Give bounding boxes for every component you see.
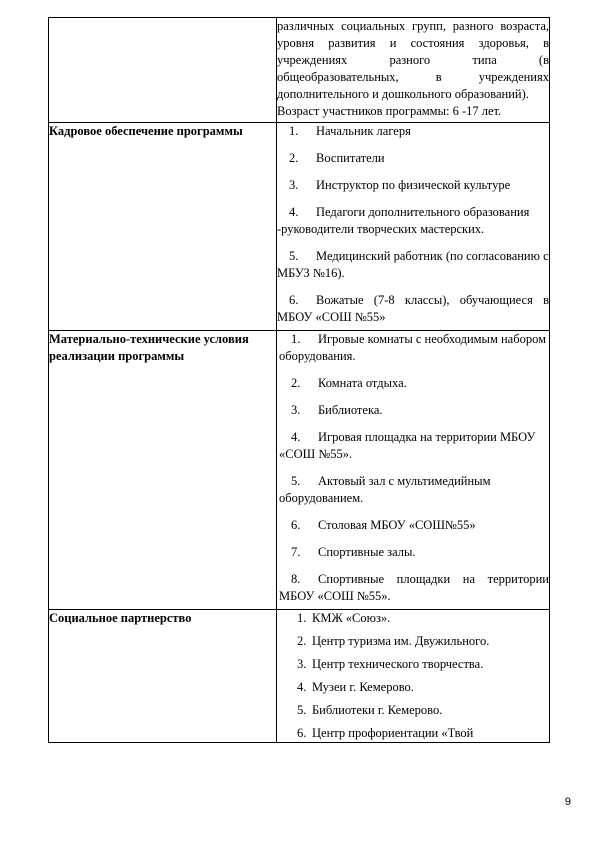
- list-item: 3. Библиотека.: [291, 403, 383, 417]
- list-item: 3. Инструктор по физической культуре: [289, 178, 511, 192]
- table-row: [49, 610, 550, 743]
- facilities-list: [277, 331, 550, 610]
- program-table: [48, 17, 550, 743]
- table-row: [49, 18, 550, 123]
- list-item: 1. КМЖ «Союз».: [297, 611, 391, 625]
- list-item: 7. Спортивные залы.: [291, 545, 416, 559]
- list-item: 6. Столовая МБОУ «СОШ№55»: [291, 518, 476, 532]
- row-label-staffing: Кадровое обеспечение программы: [49, 123, 277, 331]
- row-label-partnership: Социальное партнерство: [49, 610, 277, 743]
- participants-age: Возраст участников программы: 6 -17 лет.: [277, 104, 502, 118]
- list-item: 2. Комната отдыха.: [291, 376, 407, 390]
- list-item: 1. Игровые комнаты с необходимым набором оборудования.: [279, 332, 547, 363]
- list-item: 2. Воспитатели: [289, 151, 385, 165]
- list-item: 3. Центр технического творчества.: [297, 657, 484, 671]
- list-item: 2. Центр туризма им. Двужильного.: [297, 634, 490, 648]
- participants-cell: [277, 18, 550, 123]
- table-row: [49, 331, 550, 610]
- staffing-list: [277, 123, 550, 331]
- row-label-facilities: Материально-технические условия реализации программы: [49, 331, 277, 610]
- page-number: 9: [564, 796, 571, 808]
- list-item: 5. Актовый зал с мультимедийным оборудованием.: [279, 474, 491, 505]
- list-item: 5. Библиотеки г. Кемерово.: [297, 703, 443, 717]
- list-item: 1. Начальник лагеря: [289, 124, 411, 138]
- list-item: 4. Педагоги дополнительного образования -руководители творческих мастерских.: [277, 205, 530, 236]
- list-item: 4. Игровая площадка на территории МБОУ «СОШ №55».: [279, 430, 536, 461]
- row-label-empty: [49, 18, 277, 123]
- partnership-list: [277, 610, 550, 743]
- list-item: 4. Музеи г. Кемерово.: [297, 680, 414, 694]
- participants-text: различных социальных групп, разного возраста, уровня развития и состояния здоровья, в учреждениях разного типа (в общеобразовательных, в учреждениях дополнительного и дошкольного образований).: [277, 19, 549, 101]
- table-row: [49, 123, 550, 331]
- list-item: 6. Центр профориентации «Твой: [297, 726, 474, 740]
- list-item: 8. Спортивные площадки на территории МБОУ «СОШ №55».: [279, 572, 549, 603]
- list-item: 6. Вожатые (7-8 классы), обучающиеся в МБОУ «СОШ №55»: [277, 293, 549, 324]
- list-item: 5. Медицинский работник (по согласованию с МБУЗ №16).: [277, 249, 549, 280]
